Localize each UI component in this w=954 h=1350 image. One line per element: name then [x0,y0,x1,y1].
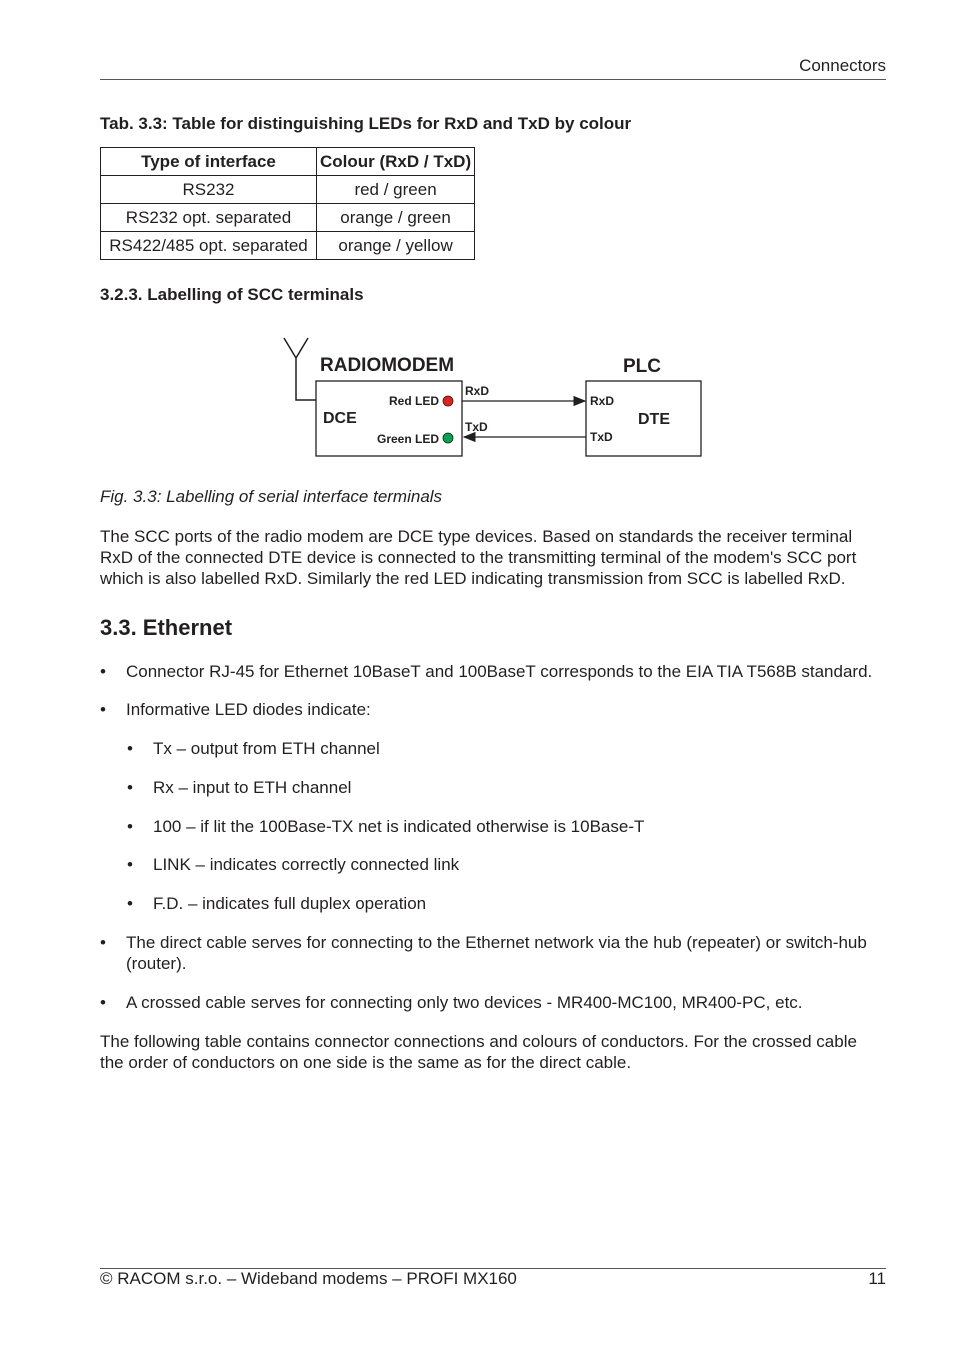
list-item-text: A crossed cable serves for connecting only two devices - MR400-MC100, MR400-PC, etc. [126,993,803,1012]
red-led-icon [443,396,453,406]
table-header-row [101,148,475,176]
paragraph-final [100,1031,886,1073]
dce-txd-label: TxD [465,420,488,434]
paragraph-line: The following table contains connector connections and colours of conductors. For the crossed cable [100,1032,857,1051]
section-heading-323: 3.2.3. Labelling of SCC terminals [100,285,364,304]
antenna-icon [284,338,316,400]
green-led-label: Green LED [376,432,439,446]
bullet-icon: • [127,778,133,797]
list-item-text: The direct cable serves for connecting to the Ethernet network via the hub (repeater) or switch-hub [126,933,867,952]
page-number: 11 [868,1269,886,1288]
sub-list-item [127,816,886,837]
sub-list-item [127,893,886,914]
paragraph-line: the order of conductors on one side is the same as for the direct cable. [100,1053,632,1072]
table-cell: red / green [317,176,475,204]
table-row [101,176,475,204]
list-item [100,661,886,682]
green-led-icon [443,433,453,443]
list-item-text: Tx – output from ETH channel [153,739,380,758]
table-cell: RS232 opt. separated [101,204,317,232]
list-item [100,699,886,720]
list-item-text: LINK – indicates correctly connected link [153,855,460,874]
sub-list-item [127,854,886,875]
scc-terminal-diagram [280,334,710,464]
led-colour-table [100,147,475,260]
sub-list-item [127,738,886,759]
paragraph-line: which is also labelled RxD. Similarly the red LED indicating transmission from SCC is labelled RxD. [100,569,846,588]
table-header-cell: Colour (RxD / TxD) [317,148,475,176]
section-heading-ethernet: 3.3. Ethernet [100,615,233,640]
bullet-icon: • [127,894,133,913]
running-header: Connectors [799,56,886,75]
list-item-text: 100 – if lit the 100Base-TX net is indicated otherwise is 10Base-T [153,817,645,836]
bullet-icon: • [100,662,106,681]
dce-rxd-label: RxD [465,384,490,398]
red-led-label: Red LED [388,394,439,408]
dte-label: DTE [638,411,670,428]
table-cell: RS232 [101,176,317,204]
list-item-text: Connector RJ-45 for Ethernet 10BaseT and 100BaseT corresponds to the EIA TIA T568B standard. [126,662,873,681]
table-row [101,204,475,232]
radiomodem-title: RADIOMODEM [320,355,455,376]
dce-label: DCE [323,410,357,427]
paragraph-line: The SCC ports of the radio modem are DCE type devices. Based on standards the receiver terminal [100,527,853,546]
bullet-icon: • [127,739,133,758]
table-cell: orange / green [317,204,475,232]
bullet-icon: • [127,855,133,874]
list-item-text: Rx – input to ETH channel [153,778,352,797]
list-item [100,932,886,974]
list-item-text: F.D. – indicates full duplex operation [153,894,427,913]
figure-caption: Fig. 3.3: Labelling of serial interface terminals [100,487,443,506]
paragraph-scc [100,526,886,589]
table-cell: RS422/485 opt. separated [101,232,317,260]
bullet-icon: • [100,700,106,719]
sub-list-item [127,777,886,798]
table-row [101,232,475,260]
list-item-text: (router). [126,954,187,973]
table-header-cell: Type of interface [101,148,317,176]
table-cell: orange / yellow [317,232,475,260]
bullet-icon: • [127,817,133,836]
table-caption: Tab. 3.3: Table for distinguishing LEDs for RxD and TxD by colour [100,114,632,133]
paragraph-line: RxD of the connected DTE device is connected to the transmitting terminal of the modem's SCC port [100,548,857,567]
plc-title: PLC [623,356,661,377]
bullet-icon: • [100,993,106,1012]
list-item [100,992,886,1013]
dte-rxd-label: RxD [590,394,615,408]
list-item-text: Informative LED diodes indicate: [126,700,371,719]
dte-txd-label: TxD [590,430,613,444]
footer-text: © RACOM s.r.o. – Wideband modems – PROFI MX160 [100,1269,517,1288]
header-rule [100,79,886,80]
bullet-icon: • [100,933,106,952]
